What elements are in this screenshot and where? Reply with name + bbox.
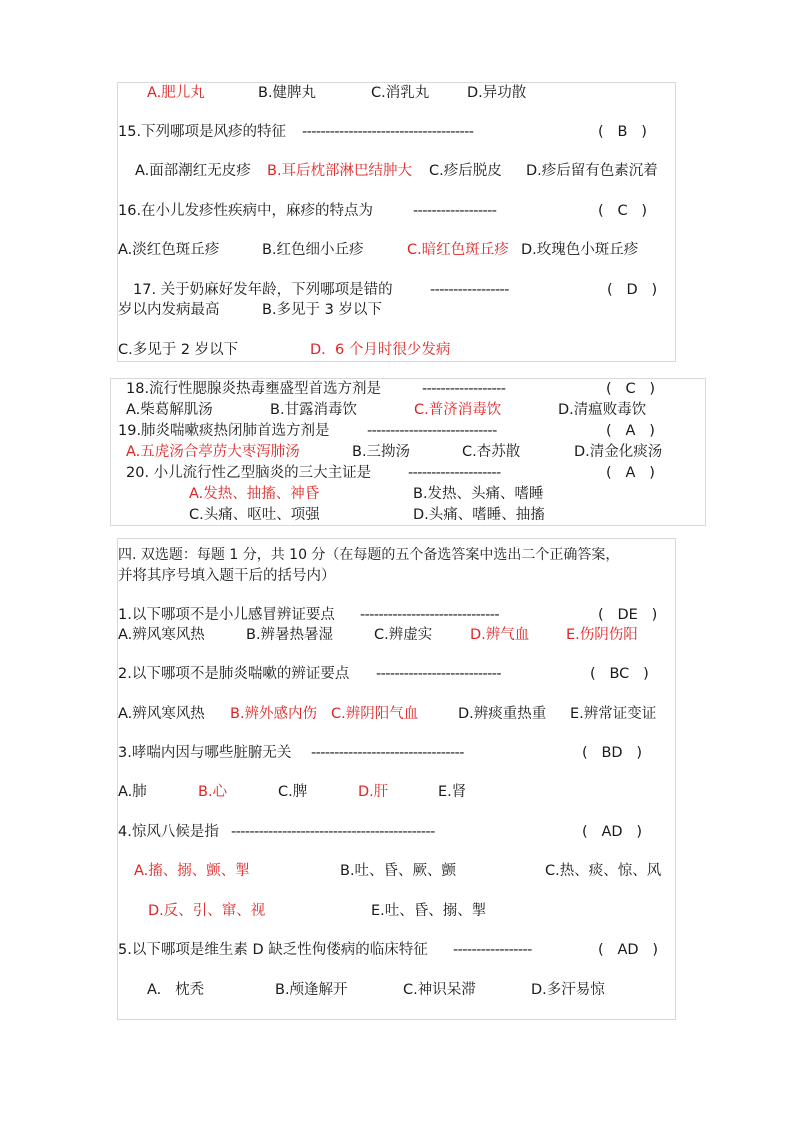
q20-option-c: C.头痛、呕吐、项强 [189,507,320,523]
q16-stem: 16.在小儿发疹性疾病中，麻疹的特点为 [118,203,374,219]
q19-stem: 19.肺炎喘嗽痰热闭肺首选方剂是 [118,423,330,439]
q16-option-c: C.暗红色斑丘疹 [407,242,509,258]
q17-option-b: B.多见于 3 岁以下 [262,302,382,318]
q15-option-d: D.疹后留有色素沉着 [526,163,658,179]
s4-q4-option-b: B.吐、昏、厥、颤 [340,863,457,879]
s4-q1-option-b: B.辨暑热暑湿 [246,627,334,643]
q18-dashes: ------------------ [422,381,506,397]
q15-answer: ( B ) [598,124,647,140]
q20-option-a: A.发热、抽搐、神昏 [189,486,320,502]
q18-answer: ( C ) [606,381,656,397]
q20-option-d: D.头痛、嗜睡、抽搐 [413,507,545,523]
s4-q5-answer: ( AD ) [598,942,659,958]
s4-q2-answer: ( BC ) [590,666,649,682]
s4-q1-option-a: A.辨风寒风热 [118,627,205,643]
s4-q5-option-d: D.多汗易惊 [531,982,605,998]
section4-heading: 四. 双选题：每题 1 分，共 10 分（在每题的五个备选答案中选出二个正确答案， [118,547,620,563]
s4-q2-dashes: --------------------------- [376,666,502,682]
q16-option-a: A.淡红色斑丘疹 [118,242,220,258]
s4-q5-stem: 5.以下哪项是维生素 D 缺乏性佝偻病的临床特征 [118,942,428,958]
q20-dashes: -------------------- [408,465,501,481]
q15-option-c: C.疹后脱皮 [429,163,502,179]
s4-q3-option-b: B.心 [198,784,228,800]
q17-option-c: C.多见于 2 岁以下 [118,342,239,358]
s4-q2-option-d: D.辨痰重热重 [458,706,547,722]
q14-option-d: D.异功散 [467,85,527,101]
s4-q3-option-e: E.肾 [438,784,467,800]
q20-answer: ( A ) [606,465,655,481]
s4-q4-dashes: -------------------------------------------- [231,824,435,840]
s4-q2-option-a: A.辨风寒风热 [118,706,205,722]
q18-option-b: B.甘露消毒饮 [270,402,358,418]
s4-q1-option-e: E.伤阴伤阳 [566,627,638,643]
q15-option-b: B.耳后枕部淋巴结肿大 [267,163,413,179]
s4-q2-stem: 2.以下哪项不是肺炎喘嗽的辨证要点 [118,666,350,682]
s4-q4-stem: 4.惊风八候是指 [118,824,219,840]
q17-stem: 17. 关于奶麻好发年龄，下列哪项是错的 [133,282,393,298]
s4-q5-option-b: B.颅逢解开 [275,982,348,998]
s4-q3-answer: ( BD ) [582,745,643,761]
q17-answer: ( D ) [607,282,658,298]
q19-dashes: ---------------------------- [367,423,497,439]
s4-q3-option-a: A.肺 [118,784,147,800]
s4-q2-option-b: B.辨外感内伤 [230,706,318,722]
s4-q1-answer: ( DE ) [598,607,658,623]
s4-q1-option-d: D.辨气血 [470,627,530,643]
q19-option-b: B.三拗汤 [352,444,411,460]
s4-q2-option-e: E.辨常证变证 [570,706,657,722]
s4-q5-dashes: ----------------- [453,942,532,958]
s4-q3-option-d: D.肝 [358,784,389,800]
q15-dashes: ------------------------------------- [302,124,474,140]
s4-q5-option-c: C.神识呆滞 [403,982,476,998]
q19-option-c: C.杏苏散 [462,444,521,460]
q15-option-a: A.面部潮红无皮疹 [135,163,251,179]
s4-q3-stem: 3.哮喘内因与哪些脏腑无关 [118,745,292,761]
s4-q4-option-c: C.热、痰、惊、风 [545,863,662,879]
q15-stem: 15.下列哪项是风疹的特征 [118,124,287,140]
s4-q4-option-d: D.反、引、窜、视 [148,903,266,919]
s4-q1-dashes: ------------------------------ [360,607,499,623]
q16-option-b: B.红色细小丘疹 [262,242,364,258]
q16-option-d: D.玫瑰色小斑丘疹 [521,242,639,258]
q17-option-d: D. 6 个月时很少发病 [310,342,451,358]
s4-q1-stem: 1.以下哪项不是小儿感冒辨证要点 [118,607,335,623]
q18-option-d: D.清瘟败毒饮 [558,402,647,418]
s4-q1-option-c: C.辨虚实 [374,627,433,643]
q14-option-c: C.消乳丸 [371,85,430,101]
s4-q2-option-c: C.辨阴阳气血 [331,706,419,722]
q18-option-a: A.柴葛解肌汤 [126,402,213,418]
q20-stem: 20. 小儿流行性乙型脑炎的三大主证是 [126,465,372,481]
section4-heading-cont: 并将其序号填入题干后的括号内） [118,568,336,584]
q17-option-a: 岁以内发病最高 [118,302,220,318]
s4-q4-option-e: E.吐、昏、搦、掣 [371,903,487,919]
s4-q3-dashes: --------------------------------- [311,745,464,761]
q20-option-b: B.发热、头痛、嗜睡 [413,486,544,502]
s4-q5-option-a: A. 枕秃 [147,982,205,998]
q18-stem: 18.流行性腮腺炎热毒壅盛型首选方剂是 [126,381,382,397]
q17-dashes: ----------------- [430,282,509,298]
q16-dashes: ------------------ [413,203,497,219]
q19-answer: ( A ) [606,423,655,439]
q14-option-b: B.健脾丸 [258,85,317,101]
s4-q4-option-a: A.搐、搦、颤、掣 [134,863,250,879]
q14-option-a: A.肥儿丸 [147,85,205,101]
q19-option-d: D.清金化痰汤 [574,444,663,460]
s4-q4-answer: ( AD ) [582,824,643,840]
q18-option-c: C.普济消毒饮 [414,402,502,418]
q19-option-a: A.五虎汤合葶苈大枣泻肺汤 [126,444,300,460]
s4-q3-option-c: C.脾 [278,784,308,800]
q16-answer: ( C ) [598,203,648,219]
